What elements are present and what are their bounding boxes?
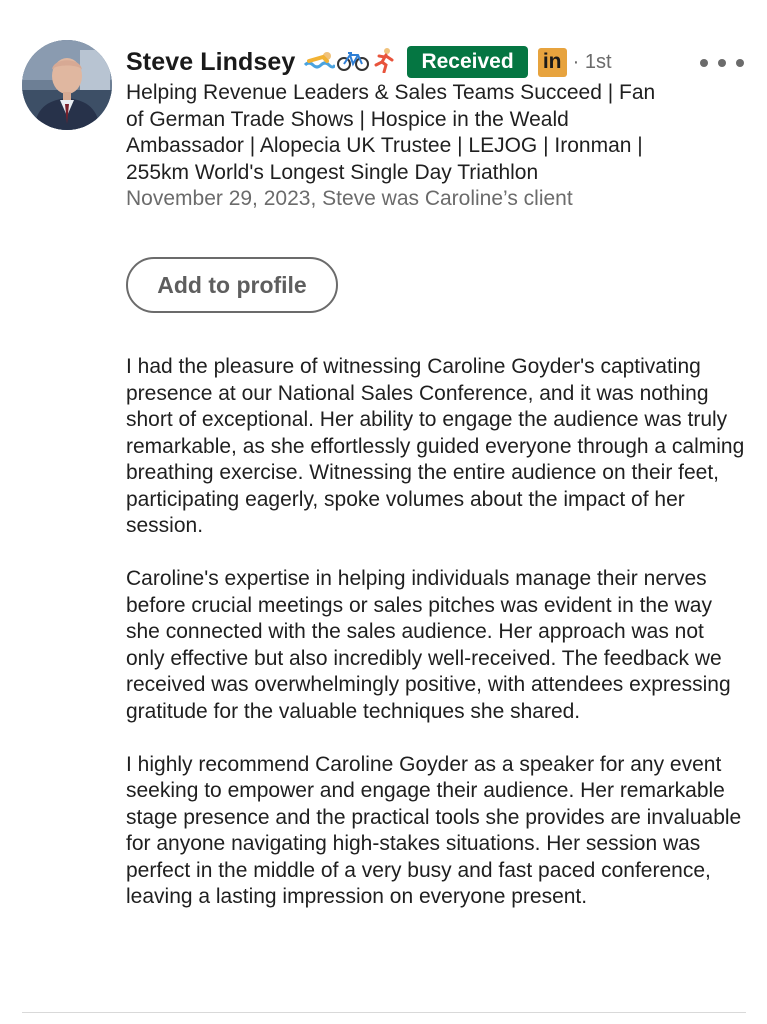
more-options-icon[interactable] — [700, 52, 744, 74]
name-row — [126, 44, 686, 80]
add-to-profile-button[interactable]: Add to profile — [126, 257, 338, 313]
swimmer-icon — [303, 49, 335, 76]
emoji-group — [303, 48, 397, 76]
recommendation-paragraph: Caroline's expertise in helping individuals manage their nerves before crucial meetings or sales pitches was evident in the way she connected with the sales audience. Her approach was not only effective but also incredibly well-received. The feedback we received was overwhelmingly positive, with attendees expressing gratitude for the valuable techniques she shared. — [126, 567, 731, 723]
recommender-header — [126, 44, 686, 212]
dot-icon — [700, 59, 708, 67]
bicycle-icon — [337, 49, 369, 76]
recommender-headline: Helping Revenue Leaders & Sales Teams Succeed | Fan of German Trade Shows | Hospice in the Weald Ambassador | Alopecia UK Trustee | LEJOG | Ironman | 255km World's Longest Single Day Triathlon — [126, 81, 656, 184]
dot-icon — [718, 59, 726, 67]
avatar[interactable] — [22, 40, 112, 130]
recommendation-meta: November 29, 2023, Steve was Caroline’s client — [126, 187, 573, 210]
dot-icon — [736, 59, 744, 67]
recommendation-paragraph: I highly recommend Caroline Goyder as a speaker for any event seeking to empower and engage their audience. Her remarkable stage presence and the practical tools she provides are invaluable for anyone navigating high-stakes situations. Her session was perfect in the middle of a very busy and fast paced conference, leaving a lasting impression on everyone present. — [126, 752, 742, 908]
linkedin-premium-icon: in — [538, 48, 567, 77]
runner-icon — [371, 47, 397, 78]
received-badge: Received — [407, 46, 527, 78]
divider — [22, 1012, 746, 1013]
connection-degree: · 1st — [572, 50, 612, 73]
recommendation-text — [126, 354, 746, 937]
recommender-name[interactable]: Steve Lindsey — [126, 47, 296, 76]
recommendation-paragraph: I had the pleasure of witnessing Caroline Goyder's captivating presence at our National Sales Conference, and it was nothing short of exceptional. Her ability to engage the audience was truly remarkable, as she effortlessly guided everyone through a calming breathing exercise. Witnessing the entire audience on their feet, participating eagerly, spoke volumes about the impact of her session. — [126, 355, 745, 537]
